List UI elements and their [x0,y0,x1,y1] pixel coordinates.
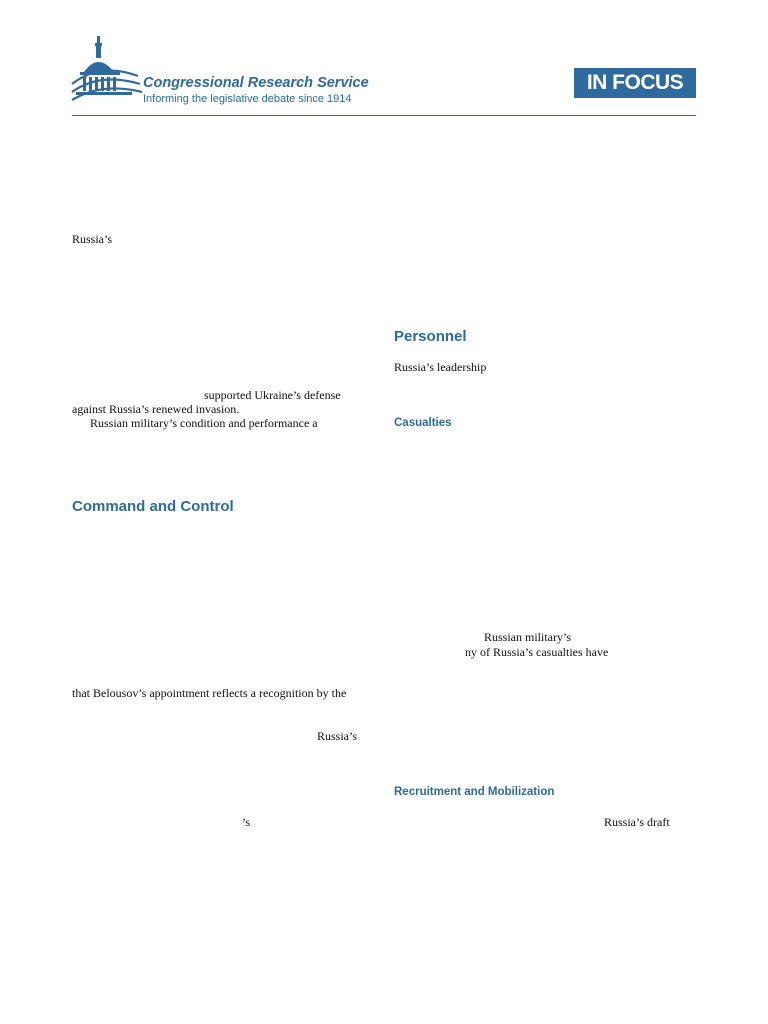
left-text-line: Russia’s [72,232,113,246]
left-text-line: ’s [242,815,251,829]
right-text-line: Russian military’s [484,630,571,644]
org-tagline: Informing the legislative debate since 1914 [143,93,352,105]
right-text-line: ny of Russia’s casualties have [465,645,609,659]
org-name: Congressional Research Service [143,75,369,91]
subheading-recruitment-and-mobilization: Recruitment and Mobilization [394,786,555,798]
left-text-line: Russia’s [317,729,358,743]
left-text-line: Russian military’s condition and performance a [90,416,318,430]
left-text-line: supported Ukraine’s defense [204,388,341,402]
left-text-line: that Belousov’s appointment reflects a recognition by the [72,686,347,700]
section-heading-personnel: Personnel [394,328,467,345]
header-divider [72,115,696,116]
right-text-line: Russia’s draft [604,815,670,829]
right-text-line: Russia’s leadership [394,360,487,374]
left-text-line: against Russia’s renewed invasion. [72,402,240,416]
section-heading-command-and-control: Command and Control [72,498,234,515]
in-focus-badge: IN FOCUS [574,68,696,98]
subheading-casualties: Casualties [394,417,452,429]
